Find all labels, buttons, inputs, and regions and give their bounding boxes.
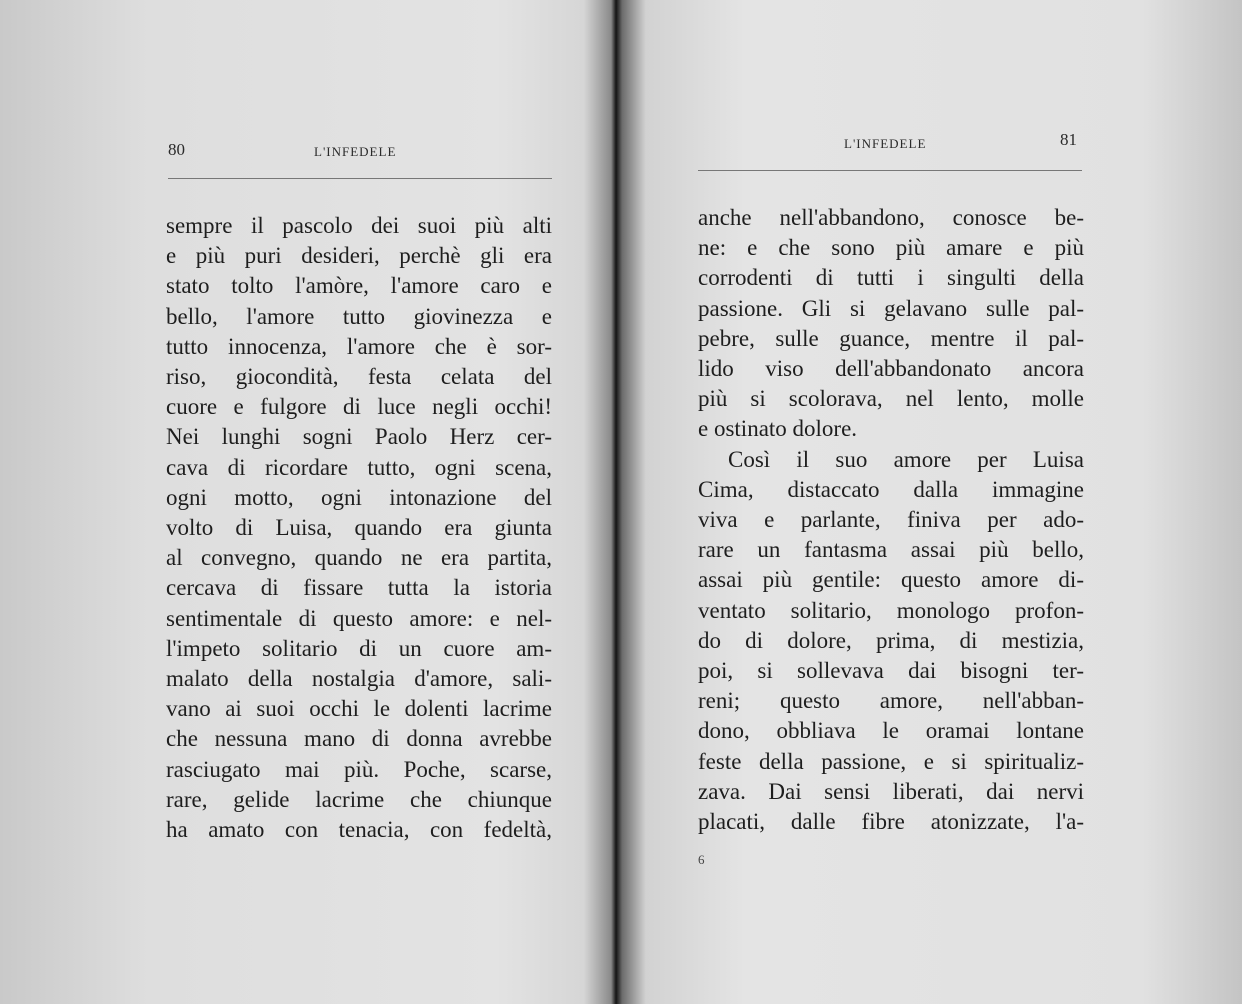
text-line: Cima, distaccato dalla immagine: [698, 476, 1084, 502]
text-line: reni; questo amore, nell'abban-: [698, 688, 1084, 714]
text-line: do di dolore, prima, di mestizia,: [698, 627, 1084, 653]
left-page-number: 80: [168, 140, 185, 159]
text-line: e più puri desideri, perchè gli era: [166, 243, 552, 269]
text-line: passione. Gli si gelavano sulle pal-: [698, 295, 1084, 321]
text-line: sentimentale di questo amore: e nel-: [166, 605, 552, 631]
text-line: rare, gelide lacrime che chiunque: [166, 786, 552, 812]
right-header-rule: [698, 170, 1082, 171]
text-line: cuore e fulgore di luce negli occhi!: [166, 394, 552, 420]
text-line: feste della passione, e si spiritualiz-: [698, 748, 1084, 774]
text-line: volto di Luisa, quando era giunta: [166, 515, 552, 541]
text-line: cercava di fissare tutta la istoria: [166, 575, 552, 601]
text-line: ventato solitario, monologo profon-: [698, 597, 1084, 623]
left-body-text: [166, 211, 552, 845]
right-page-number: 81: [1060, 130, 1077, 149]
text-line: Così il suo amore per Luisa: [728, 446, 1084, 472]
text-line: che nessuna mano di donna avrebbe: [166, 726, 552, 752]
left-header-rule: [168, 178, 552, 179]
text-line: l'impeto solitario di un cuore am-: [166, 635, 552, 661]
text-line: lido viso dell'abbandonato ancora: [698, 356, 1084, 382]
text-line: stato tolto l'amòre, l'amore caro e: [166, 273, 552, 299]
text-line: ne: e che sono più amare e più: [698, 235, 1084, 261]
text-line: pebre, sulle guance, mentre il pal-: [698, 325, 1084, 351]
text-line: bello, l'amore tutto giovinezza e: [166, 303, 552, 329]
text-line: zava. Dai sensi liberati, dai nervi: [698, 778, 1084, 804]
text-line: viva e parlante, finiva per ado-: [698, 507, 1084, 533]
text-line: rare un fantasma assai più bello,: [698, 537, 1084, 563]
text-line: poi, si sollevava dai bisogni ter-: [698, 658, 1084, 684]
text-line: tutto innocenza, l'amore che è sor-: [166, 333, 552, 359]
text-line: sempre il pascolo dei suoi più alti: [166, 213, 552, 238]
right-running-head: L'INFEDELE: [844, 136, 927, 151]
text-line: Nei lunghi sogni Paolo Herz cer-: [166, 424, 552, 450]
text-line: ha amato con tenacia, con fedeltà,: [166, 817, 552, 843]
right-page: [622, 0, 1242, 1004]
text-line: cava di ricordare tutto, ogni scena,: [166, 454, 552, 480]
text-line: riso, giocondità, festa celata del: [166, 364, 552, 390]
text-line: e ostinato dolore.: [698, 416, 858, 442]
text-line: assai più gentile: questo amore di-: [698, 567, 1084, 593]
text-line: malato della nostalgia d'amore, sali-: [166, 666, 552, 692]
text-line: ogni motto, ogni intonazione del: [166, 484, 552, 510]
text-line: anche nell'abbandono, conosce be-: [698, 205, 1084, 230]
right-body-text: [698, 203, 1084, 837]
text-line: più si scolorava, nel lento, molle: [698, 386, 1084, 412]
left-page: [0, 0, 605, 1004]
text-line: al convegno, quando ne era partita,: [166, 545, 552, 571]
signature-mark: 6: [698, 852, 705, 867]
text-line: placati, dalle fibre atonizzate, l'a-: [698, 809, 1084, 835]
left-running-head: L'INFEDELE: [314, 144, 397, 159]
text-line: rasciugato mai più. Poche, scarse,: [166, 756, 552, 782]
text-line: dono, obbliava le oramai lontane: [698, 718, 1084, 744]
text-line: vano ai suoi occhi le dolenti lacrime: [166, 696, 552, 722]
text-line: corrodenti di tutti i singulti della: [698, 265, 1084, 291]
